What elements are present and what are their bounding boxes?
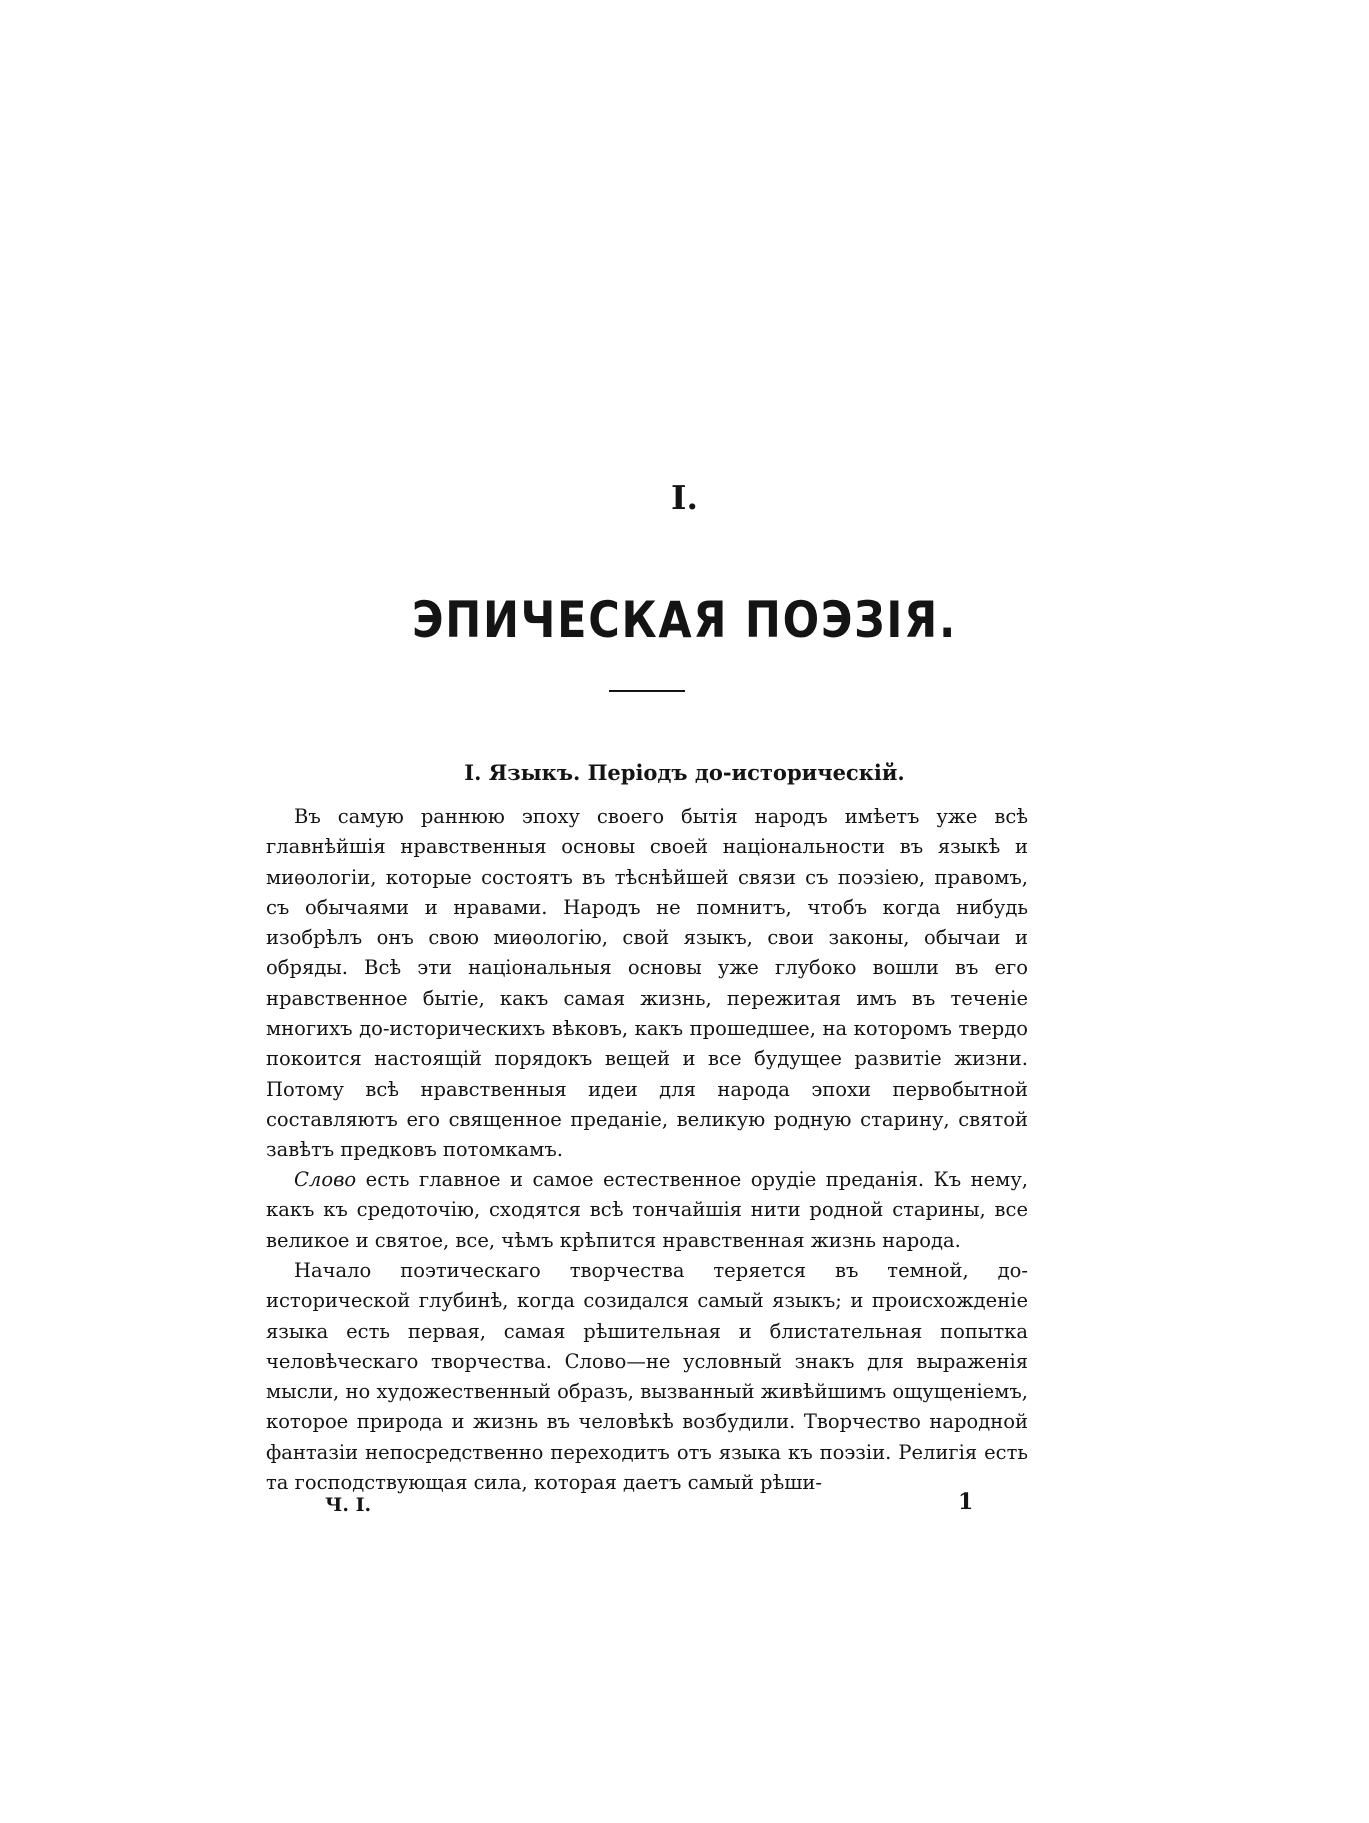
page-number: 1: [958, 1489, 974, 1515]
paragraph-2-keyword: Слово: [294, 1168, 357, 1191]
section-title: I. Языкъ. Періодъ до-историческій.: [464, 760, 905, 785]
title-divider: [609, 690, 685, 692]
footer-signature: Ч. I.: [325, 1494, 372, 1516]
chapter-title: ЭПИЧЕСКАЯ ПОЭЗІЯ.: [411, 591, 958, 649]
chapter-number: I.: [671, 478, 698, 517]
paragraph-2-text: есть главное и самое естественное орудіе преданія. Къ нему, какъ къ средоточію, сходятся всѣ тончайшія нити родной старины, все великое и святое, все, чѣмъ крѣпится нравственная жизнь народа.: [266, 1168, 1028, 1252]
paragraph-2-block: [266, 1165, 1028, 1256]
paragraph-3: Начало поэтическаго творчества теряется въ темной, до-исторической глубинѣ, когда созидался самый языкъ; и происхожденіе языка есть первая, самая рѣшительная и блистательная попытка человѣческаго творчества. Слово—не условный знакъ для выраженія мысли, но художественный образъ, вызванный живѣйшимъ ощущеніемъ, которое природа и жизнь въ человѣкѣ возбудили. Творчество народной фантазіи непосредственно переходитъ отъ языка къ поэзіи. Религія есть та господствующая сила, которая даетъ самый рѣши-: [266, 1259, 1028, 1495]
paragraph-3-block: [266, 1256, 1028, 1498]
paragraph-1: Въ самую раннюю эпоху своего бытія народъ имѣетъ уже всѣ главнѣйшія нравственныя основы своей національности въ языкѣ и миѳологіи, которые состоятъ въ тѣснѣйшей связи съ поэзіею, правомъ, съ обычаями и нравами. Народъ не помнитъ, чтобъ когда нибудь изобрѣлъ онъ свою миѳологію, свой языкъ, свои законы, обычаи и обряды. Всѣ эти національныя основы уже глубоко вошли въ его нравственное бытіе, какъ самая жизнь, пережитая имъ въ теченіе многихъ до-историческихъ вѣковъ, какъ прошедшее, на которомъ твердо покоится настоящій порядокъ вещей и все будущее развитіе жизни. Потому всѣ нравственныя идеи для народа эпохи первобытной составляютъ его священное преданіе, великую родную старину, святой завѣтъ предковъ потомкамъ.: [266, 805, 1028, 1162]
paragraph-2: [266, 1165, 1028, 1256]
paragraph-1-block: [266, 802, 1028, 1166]
